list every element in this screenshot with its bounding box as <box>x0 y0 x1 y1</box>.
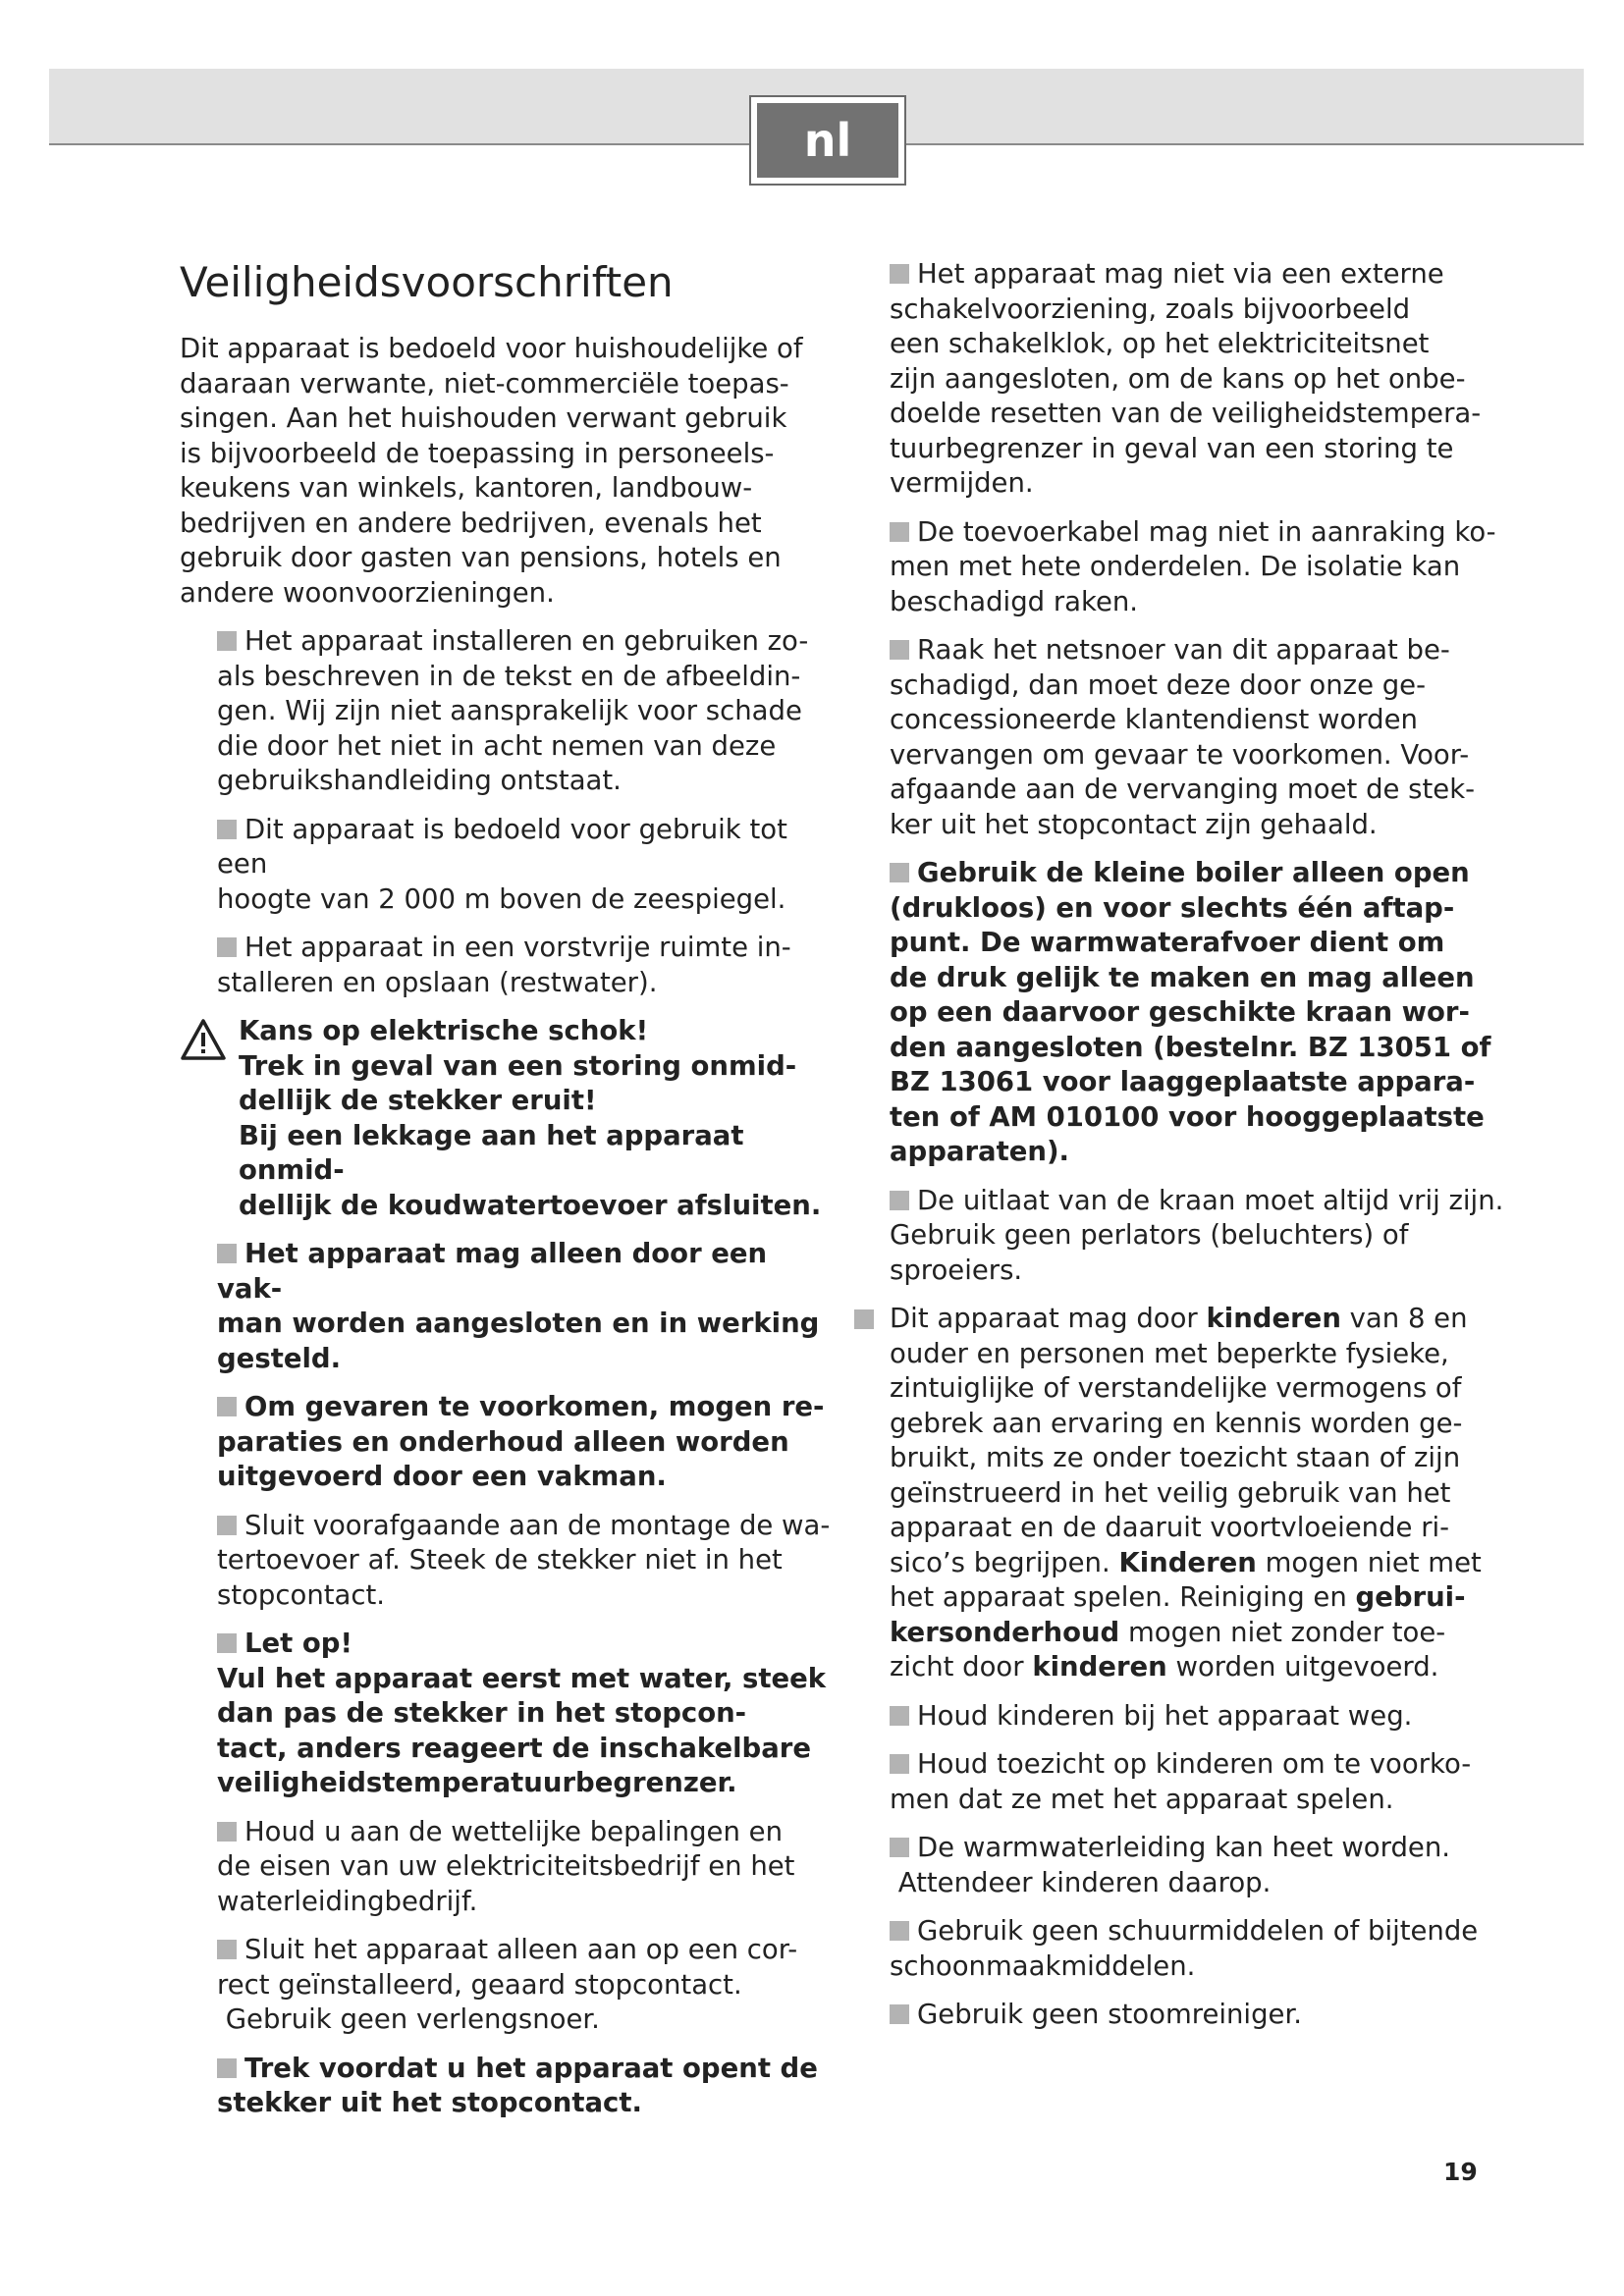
safety-item: Houd kinderen bij het apparaat weg. <box>854 1699 1512 1735</box>
bullet-square-icon <box>890 1921 909 1941</box>
bullet-square-icon <box>890 640 909 660</box>
safety-item: Sluit voorafgaande aan de montage de wa- tertoevoer af. Steek de stekker niet in het stopcontact. <box>217 1509 831 1611</box>
safety-item: Het apparaat in een vorstvrije ruimte in- stalleren en opslaan (restwater). <box>217 932 791 998</box>
page-number: 19 <box>1443 2158 1478 2186</box>
bullet-square-icon <box>217 631 237 651</box>
safety-item: Het apparaat mag alleen door een vak- man worden aangesloten en in werking gesteld. <box>217 1238 820 1374</box>
bullet-square-icon <box>890 1754 909 1774</box>
safety-item: Om gevaren te voorkomen, mogen re- paraties en onderhoud alleen worden uitgevoerd door een vakman. <box>217 1391 825 1492</box>
safety-item: De uitlaat van de kraan moet altijd vrij zijn. Gebruik geen perlators (beluchters) of sproeiers. <box>890 1184 1504 1286</box>
electric-shock-warning: Kans op elektrische schok! Trek in geval van een storing onmid- dellijk de stekker eruit! Bij een lekkage aan het apparaat onmid- dellijk de koudwatertoevoer afsluiten. <box>180 1014 833 1223</box>
safety-item: Gebruik de kleine boiler alleen open (drukloos) en voor slechts één aftap- punt. De warmwaterafvoer dient om de druk gelijk te maken en mag alleen op een daarvoor geschikte kraan wor- den aangesloten (bestelnr. BZ 13051 of BZ 13061 voor laaggeplaatste appara- ten of AM 010100 voor hooggeplaatste apparaten). <box>890 857 1491 1167</box>
safety-item: Het apparaat installeren en gebruiken zo- als beschreven in de tekst en de afbeeldin- gen. Wij zijn niet aansprakelijk voor schade die door het niet in acht nemen van deze gebruikshandleiding ontstaat. <box>217 625 809 796</box>
left-column <box>180 257 833 2135</box>
safety-item: De warmwaterleiding kan heet worden. Attendeer kinderen daarop. <box>854 1831 1512 1900</box>
safety-item: Houd toezicht op kinderen om te voorko- men dat ze met het apparaat spelen. <box>890 1748 1472 1815</box>
warning-triangle-icon <box>180 1018 227 1061</box>
safety-item: De toevoerkabel mag niet in aanraking ko- men met hete onderdelen. De isolatie kan beschadigd raken. <box>890 515 1496 617</box>
bullet-square-icon <box>890 1838 909 1857</box>
intro-paragraph: Dit apparaat is bedoeld voor huishoudelijke of daaraan verwante, niet-commerciële toepas- singen. Aan het huishouden verwant gebruik is bijvoorbeeld de toepassing in personeels- keukens van winkels, kantoren, landbouw- bedrijven en andere bedrijven, evenals het gebruik door gasten van pensions, hotels en andere woonvoorzieningen. <box>180 333 803 609</box>
children-safety-item: Dit apparaat mag door kinderen van 8 en ouder en personen met beperkte fysieke, zintuiglijke of verstandelijke vermogens of gebrek aan ervaring en kennis worden ge- bruikt, mits ze onder toezicht staan of zijn geïnstrueerd in het veilig gebruik van het apparaat en de daaruit voortvloeiende ri- sico’s begrijpen. Kinderen mogen niet met het apparaat spelen. Reiniging en gebrui- kersonderhoud mogen niet zonder toe- zicht door kinderen worden uitgevoerd. <box>854 1302 1512 1685</box>
bullet-square-icon <box>890 1191 909 1210</box>
bullet-square-icon <box>890 1706 909 1726</box>
safety-item: Het apparaat mag niet via een externe schakelvoorziening, zoals bijvoorbeeld een schakelklok, op het elektriciteitsnet zijn aangesloten, om de kans op het onbe- doelde resetten van de veiligheidstempera- tuurbegrenzer in geval van een storing te vermijden. <box>890 258 1482 499</box>
bullet-square-icon <box>890 522 909 542</box>
language-label: nl <box>757 103 898 178</box>
bullet-square-icon <box>217 2058 237 2078</box>
bullet-square-icon <box>890 863 909 882</box>
safety-item: Raak het netsnoer van dit apparaat be- schadigd, dan moet deze door onze ge- concessioneerde klantendienst worden vervangen om gevaar te voorkomen. Voor- afgaande aan de vervanging moet de stek- ker uit het stopcontact zijn gehaald. <box>890 634 1476 840</box>
bullet-square-icon <box>217 937 237 957</box>
bullet-square-icon <box>217 820 237 839</box>
bullet-square-icon <box>217 1516 237 1535</box>
page-title: Veiligheidsvoorschriften <box>180 258 674 306</box>
bullet-square-icon <box>890 264 909 284</box>
bullet-square-icon <box>854 1309 874 1329</box>
safety-item: Trek voordat u het apparaat opent de stekker uit het stopcontact. <box>217 2052 818 2118</box>
right-column <box>854 257 1512 2047</box>
language-tab <box>749 95 906 186</box>
safety-item: Houd u aan de wettelijke bepalingen en de eisen van uw elektriciteitsbedrijf en het waterleidingbedrijf. <box>217 1815 795 1917</box>
bullet-square-icon <box>217 1244 237 1263</box>
bullet-square-icon <box>890 2004 909 2024</box>
bullet-square-icon <box>217 1822 237 1842</box>
safety-item: Sluit het apparaat alleen aan op een cor- rect geïnstalleerd, geaard stopcontact. Gebruik geen verlengsnoer. <box>217 1934 798 2035</box>
safety-item: Gebruik geen stoomreiniger. <box>854 1998 1512 2033</box>
safety-item: Let op! Vul het apparaat eerst met water, steek dan pas de stekker in het stopcon- tact, anders reageert de inschakelbare veiligheidstemperatuurbegrenzer. <box>217 1628 827 1798</box>
safety-item: Dit apparaat is bedoeld voor gebruik tot een hoogte van 2 000 m boven de zeespiegel. <box>217 813 787 915</box>
bullet-square-icon <box>217 1397 237 1416</box>
bullet-square-icon <box>217 1633 237 1653</box>
safety-item: Gebruik geen schuurmiddelen of bijtende schoonmaakmiddelen. <box>890 1915 1479 1982</box>
bullet-square-icon <box>217 1940 237 1959</box>
